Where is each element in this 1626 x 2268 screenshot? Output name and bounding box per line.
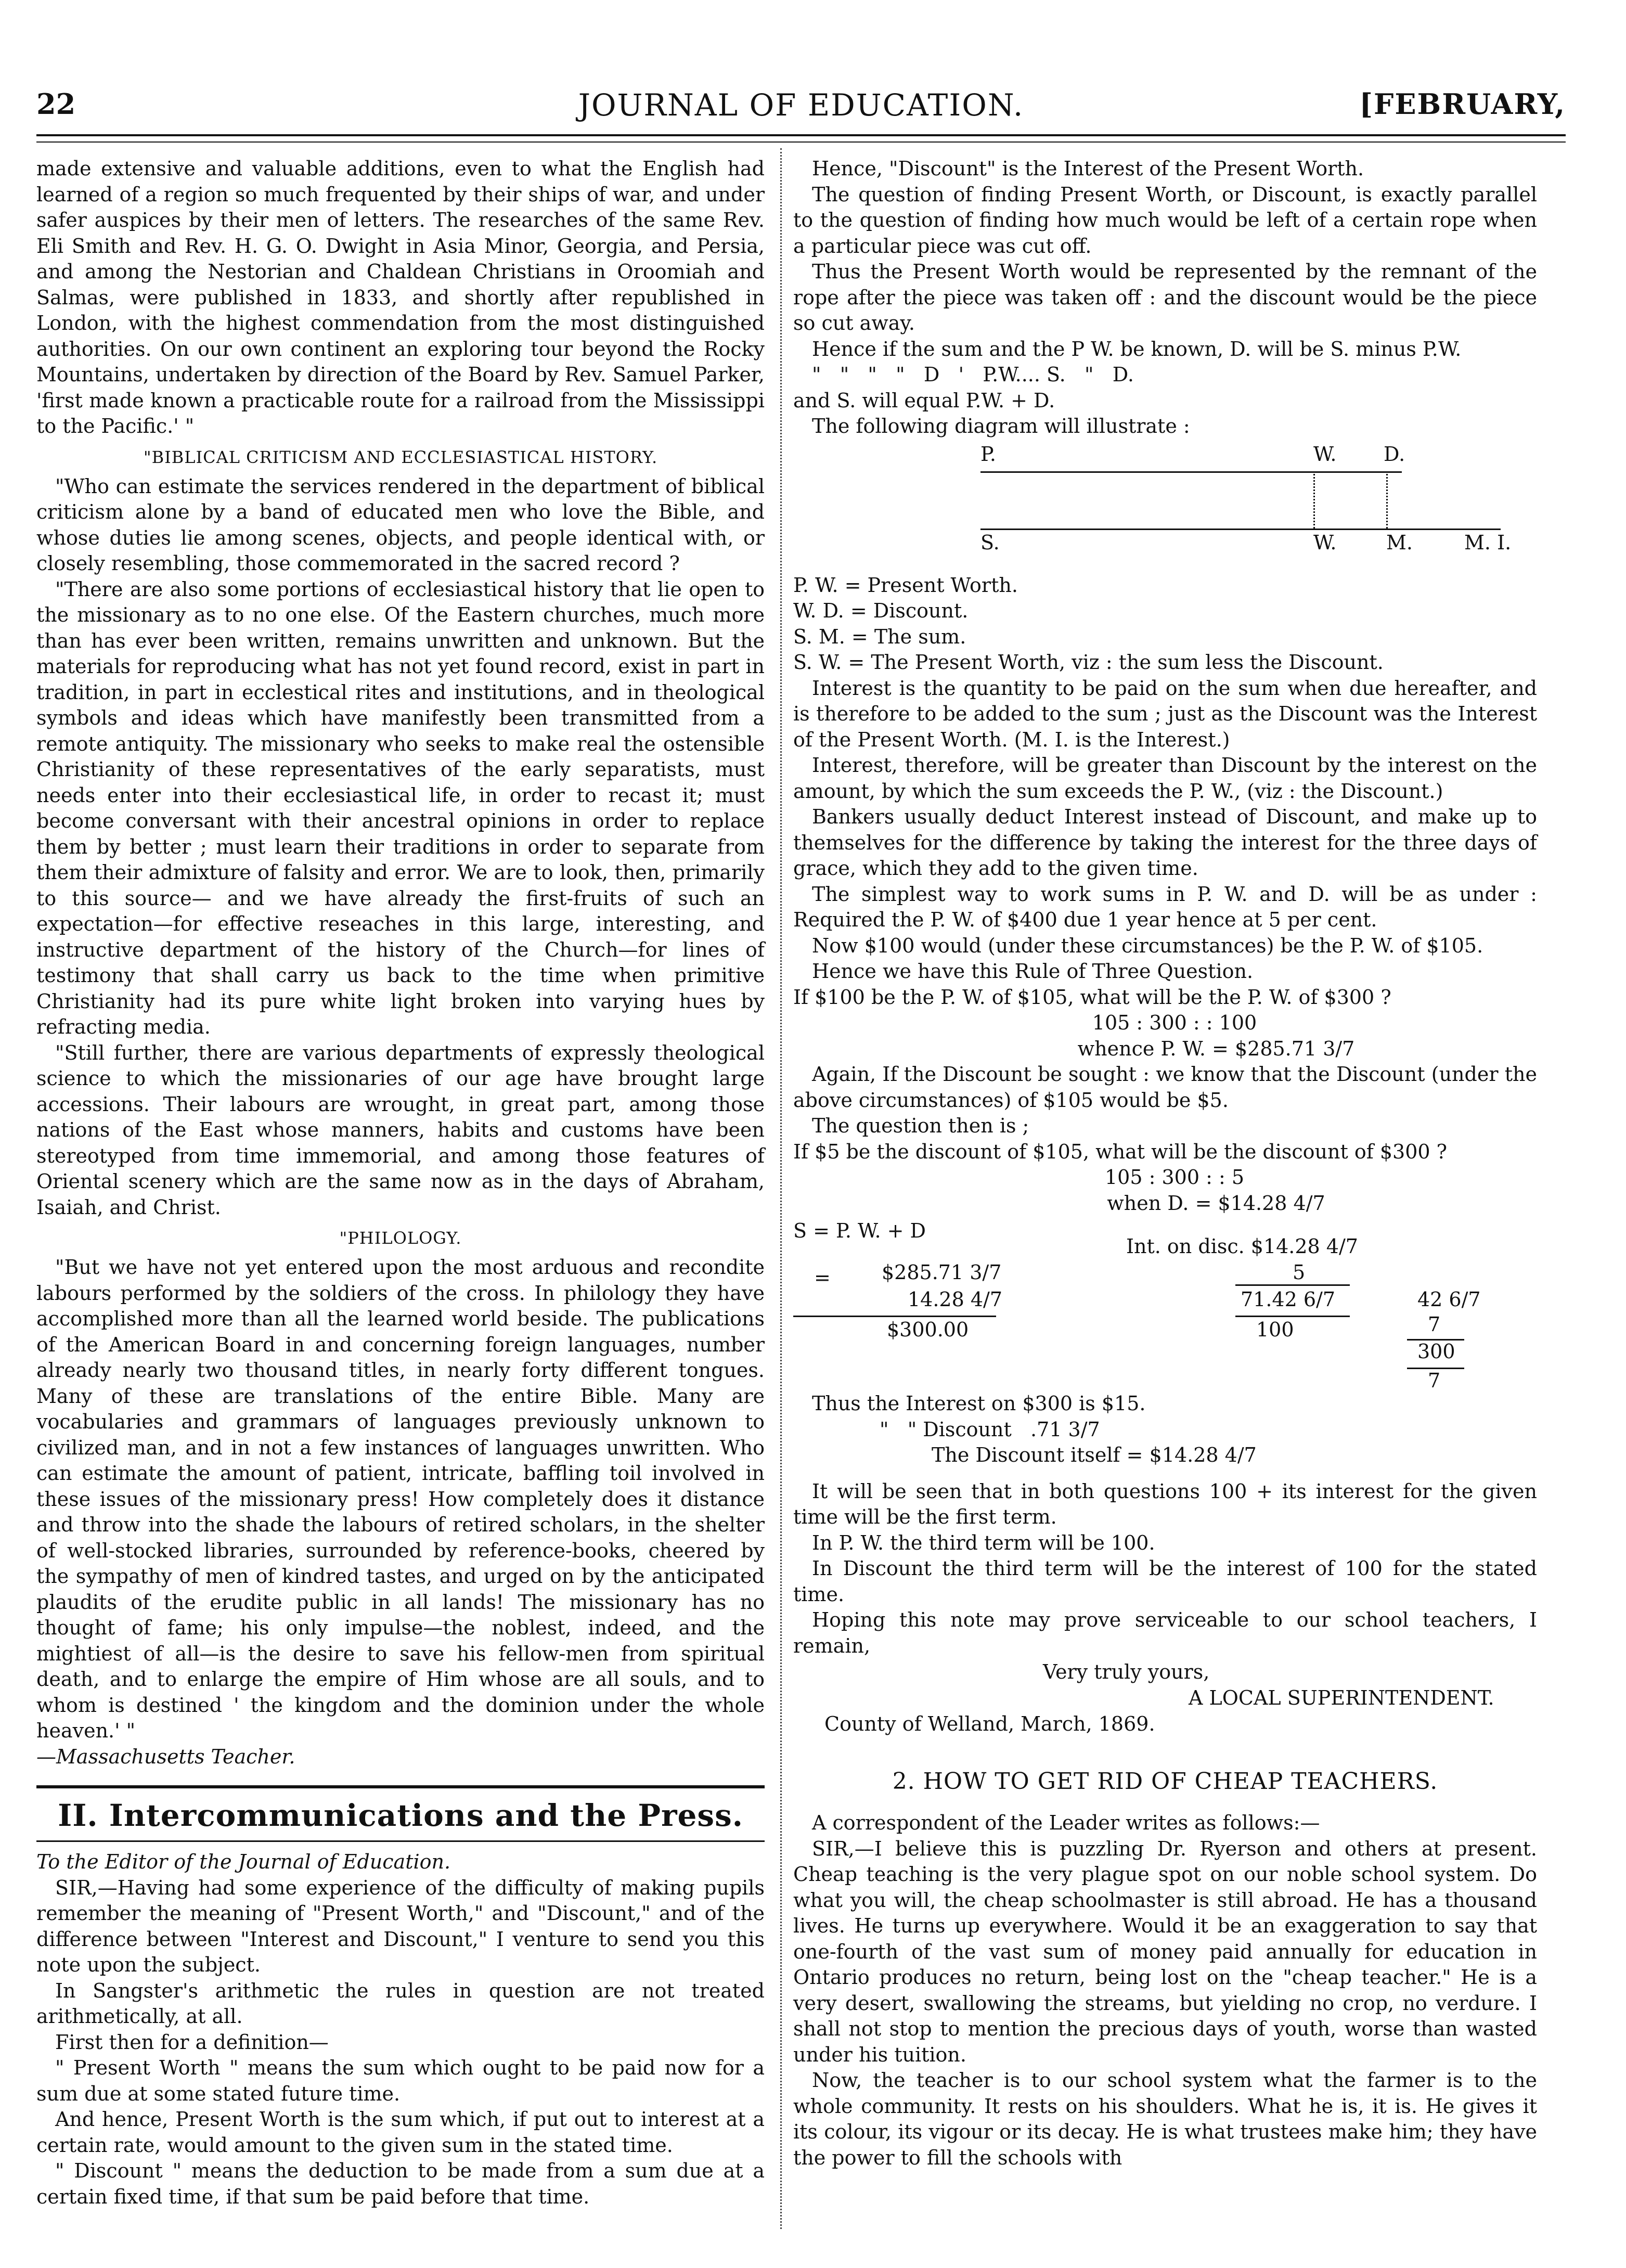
paragraph: Now $100 would (under these circumstances) be the P. W. of $105. [812,934,1483,957]
signature: A LOCAL SUPERINTENDENT. [1189,1686,1494,1709]
issue-month: [FEBRUARY, [1359,87,1566,121]
diagram-label-w2: W. [1313,531,1337,554]
paragraph: The Discount itself = $14.28 4/7 [932,1444,1257,1466]
calc-fraction-2: 7 [1428,1313,1441,1336]
calc-equals: = [814,1266,831,1289]
rope-diagram [793,443,1537,573]
diagram-bottom-line [980,529,1501,530]
diagram-w-marker [1313,471,1315,529]
calc-total: $300.00 [887,1318,969,1341]
header-rule [36,134,1566,136]
section-subheading: "BIBLICAL CRITICISM AND ECCLESIASTICAL HISTORY. [143,447,658,467]
paragraph: In Sangster's arithmetic the rules in question are not treated arithmetically, at all. [36,1979,765,2028]
paragraph: Interest, therefore, will be greater than Discount by the interest on the amount, by which the sum exceeds the P. W., (viz : the Discount.) [793,754,1537,803]
paragraph: It will be seen that in both questions 100 + its interest for the given time will be the first term. [793,1479,1537,1528]
diagram-label-mi: M. I. [1464,531,1512,554]
paragraph: In P. W. the third term will be 100. [812,1531,1155,1554]
left-column [36,156,765,2210]
paragraph: If $5 be the discount of $105, what will be the discount of $300 ? [793,1140,1448,1163]
paragraph: "Who can estimate the services rendered in the department of biblical criticism alone by a band of educated men who love the Bible, and whose duties lie among scenes, objects, and people identical with, or closely resembling, those commemorated in the sacred record ? [36,474,765,575]
paragraph: The following diagram will illustrate : [812,415,1190,437]
paragraph: Hence we have this Rule of Three Question. [812,960,1254,983]
calc-hundred: 100 [1256,1318,1294,1341]
calc-value-1: $285.71 3/7 [882,1261,1002,1284]
proportion: 105 : 300 : : 5 [1104,1166,1245,1189]
column-divider [780,148,782,2229]
calc-product-rule [1235,1284,1350,1286]
paragraph: "But we have not yet entered upon the most arduous and recondite labours performed by the soldiers of the cross. In philology they have accomplished more than all the learned world beside. The publications of the American Board in and concerning foreign languages, number already nearly two thousand titles, in nearly forty different tongues. Many of these are translations of the entire Bible. Many are vocabularies and grammars of languages previously unknown to civilized man, and in not a few instances of languages unwritten. Who can estimate the amount of patient, intricate, baffling toil involved in these issues of the missionary press! How completely does it distance and throw into the shade the labours of retired scholars, in the shelter of well-stocked libraries, surrounded by reference-books, cheered by the sympathy of men of kindred tastes, and urged on by the anticipated plaudits of the erudite public in all lands! The missionary has no thought of fame; his only impulse—the noblest, indeed, and the mightiest of all—is the desire to save his fellow-men from spiritual death, and to enlarge the empire of Him whose are all souls, and to whom is destined ' the kingdom and the dominion under the whole heaven.' " [36,1256,765,1742]
paragraph: " " " " D ' P.W.... S. " D. [812,363,1134,386]
calc-interest-label: Int. on disc. $14.28 4/7 [1126,1235,1358,1258]
calc-fraction-4: 7 [1428,1369,1441,1392]
paragraph: "Still further, there are various departments of expressly theological science to which the missionaries of our age have brought large accessions. Their labours are wrought, in great part, among those nations of the East whose manners, habits and customs have been stereotyped from time immemorial, and among those features of Oriental scenery which are the same now as in the days of Abraham, Isaiah, and Christ. [36,1041,765,1219]
calc-sum-rule [793,1316,996,1317]
paragraph: and S. will equal P.W. + D. [793,389,1055,412]
paragraph: Hence, "Discount" is the Interest of the Present Worth. [812,157,1364,180]
paragraph: Again, If the Discount be sought : we know that the Discount (under the above circumstances) of $105 would be $5. [793,1063,1537,1112]
paragraph: Bankers usually deduct Interest instead of Discount, and make up to themselves for the difference by taking the interest for the three days of grace, which they add to the given time. [793,805,1537,880]
header-rule-thin [36,141,1566,143]
paragraph: If $100 be the P. W. of $105, what will be the P. W. of $300 ? [793,985,1391,1009]
paragraph: Thus the Present Worth would be represented by the remnant of the rope after the piece was taken off : and the discount would be the piece so cut away. [793,260,1537,334]
running-header [36,87,1566,134]
diagram-label-d: D. [1384,442,1405,466]
paragraph: " Present Worth " means the sum which ought to be paid now for a sum due at some stated future time. [36,2056,765,2105]
journal-title: JOURNAL OF EDUCATION. [578,87,1024,123]
dateline: County of Welland, March, 1869. [824,1712,1155,1735]
paragraph: SIR,—Having had some experience of the difficulty of making pupils remember the meaning of "Present Worth," and "Discount," and of the difference between "Interest and Discount," I venture to send you this note upon the subject. [36,1876,765,1976]
definition: S. W. = The Present Worth, viz : the sum less the Discount. [793,651,1384,674]
paragraph: Interest is the quantity to be paid on the sum when due hereafter, and is therefore to be added to the sum ; just as the Discount was the Interest of the Present Worth. (M. I. is the Interest.) [793,676,1537,751]
definition: W. D. = Discount. [793,599,969,622]
result: when D. = $14.28 4/7 [1107,1191,1325,1215]
calc-fraction-1: 42 6/7 [1417,1288,1481,1311]
section-heading: II. Intercommunications and the Press. [36,1785,765,1842]
definition: P. W. = Present Worth. [793,573,1018,597]
paragraph: A correspondent of the Leader writes as follows:— [812,1811,1320,1834]
diagram-top-line [980,471,1402,473]
paragraph: Hoping this note may prove serviceable to our school teachers, I remain, [793,1608,1537,1657]
paragraph: " Discount " means the deduction to be made from a sum due at a certain fixed time, if that sum be paid before that time. [36,2159,765,2208]
paragraph: SIR,—I believe this is puzzling Dr. Ryerson and others at present. Cheap teaching is the very plague spot on our noble school system. Do what you will, the cheap schoolmaster is still abroad. He has a thousand lives. He turns up everywhere. Would it be an exaggeration to say that one-fourth of the vast sum of money paid annually for education in Ontario produces no return, being lost on the "cheap teacher." He is a very desert, swallowing the streams, but yielding no crop, no verdure. I shall not stop to mention the precious days of youth, worse than wasted under his tuition. [793,1837,1537,2066]
paragraph: The question then is ; [812,1114,1029,1137]
page-number: 22 [36,87,76,121]
result: whence P. W. = $285.71 3/7 [1077,1037,1355,1060]
paragraph: And hence, Present Worth is the sum which, if put out to interest at a certain rate, would amount to the given sum in the stated time. [36,2108,765,2157]
diagram-label-w: W. [1313,442,1337,466]
source-credit: —Massachusetts Teacher. [36,1745,295,1768]
right-column [793,156,1537,2171]
calc-value-2: 14.28 4/7 [908,1288,1003,1311]
paragraph: "There are also some portions of ecclesiastical history that lie open to the missionary as to no one else. Of the Eastern churches, much more than has ever been written, remains unwritten and unknown. But the materials for reproducing what has not yet found record, exist in part in tradition, in part in ecclestical rites and institutions, and in theological symbols and ideas which have manifestly been transmitted from a remote antiquity. The missionary who seeks to make real the ostensible Christianity of these representatives of the early separatists, must needs enter into their ecclesiastical life, in order to recast it; must become conversant with their ancestral opinions in order to replace them by better ; must learn their traditions in order to separate from them their admixture of falsity and error. We are to look, then, primarily to this source— and we have already the first-fruits of such an expectation—for effective reseaches in this large, interesting, and instructive department of the history of the Church—for lines of testimony that shall carry us back to the time when primitive Christianity had its pure white light broken into varying hues by refracting media. [36,577,765,1038]
definition: S. M. = The sum. [793,625,966,648]
calculation-block [793,1219,1537,1391]
article-heading: 2. HOW TO GET RID OF CHEAP TEACHERS. [892,1768,1438,1795]
paragraph: In Discount the third term will be the interest of 100 for the stated time. [793,1557,1537,1606]
paragraph: First then for a definition— [55,2030,329,2054]
paragraph: made extensive and valuable additions, even to what the English had learned of a region so much frequented by their ships of war, and under safer auspices by their men of letters. The researches of the same Rev. Eli Smith and Rev. H. G. O. Dwight in Asia Minor, Georgia, and Persia, and among the Nestorian and Chaldean Christians in Oroomiah and Salmas, were published in 1833, and shortly after republished in London, with the highest commendation from the most distinguished authorities. On our own continent an exploring tour beyond the Rocky Mountains, undertaken by direction of the Board by Rev. Samuel Parker, 'first made known a practicable route for a railroad from the Mississippi to the Pacific.' " [36,157,765,437]
proportion: 105 : 300 : : 100 [1092,1011,1257,1034]
calc-multiplier: 5 [1293,1261,1306,1284]
diagram-label-m: M. [1386,531,1413,554]
paragraph: Now, the teacher is to our school system what the farmer is to the whole community. It rests on his shoulders. What he is, it is. He gives it its colour, its vigour or its decay. He is what trustees make him; they have the power to fill the schools with [793,2069,1537,2169]
definitions-list [793,573,1537,676]
paragraph: Hence if the sum and the P W. be known, D. will be S. minus P.W. [812,337,1462,360]
calc-fraction-3: 300 [1417,1340,1455,1363]
paragraph: The simplest way to work sums in P. W. and D. will be as under : Required the P. W. of $400 due 1 year hence at 5 per cent. [793,882,1537,931]
paragraph: " " Discount .71 3/7 [880,1417,1100,1441]
paragraph: The question of finding Present Worth, or Discount, is exactly parallel to the question of finding how much would be left of a certain rope when a particular piece was cut off. [793,183,1537,257]
paragraph: Thus the Interest on $300 is $15. [812,1392,1146,1415]
diagram-label-s: S. [980,531,1000,554]
diagram-label-p: P. [980,442,996,466]
calc-product: 71.42 6/7 [1241,1288,1336,1311]
letter-salutation: To the Editor of the Journal of Education. [36,1850,451,1873]
closing: Very truly yours, [1043,1660,1210,1683]
calc-divide-rule [1235,1316,1350,1317]
section-subheading: "PHILOLOGY. [339,1228,462,1248]
diagram-d-marker [1386,471,1388,529]
calc-equation: S = P. W. + D [793,1219,926,1242]
